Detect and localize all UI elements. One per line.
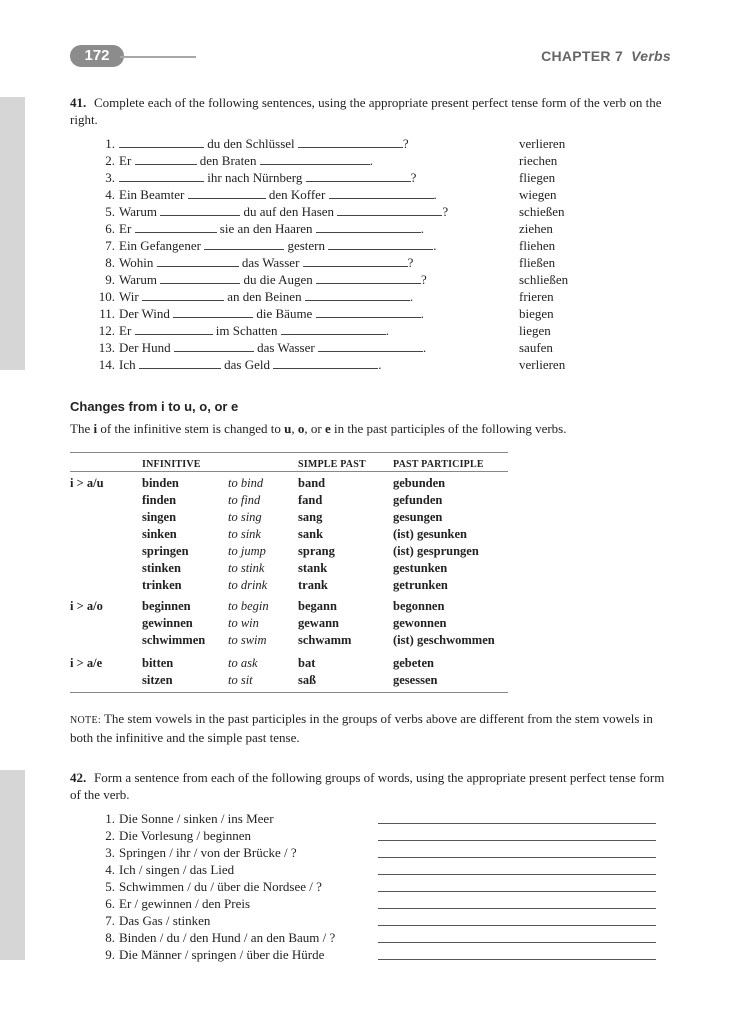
answer-blank[interactable] bbox=[273, 357, 378, 369]
page-number: 172 bbox=[70, 45, 124, 67]
sentence-end: . bbox=[420, 221, 425, 236]
word-group: Das Gas / stinken bbox=[119, 913, 211, 928]
sentence-start: Er bbox=[119, 323, 135, 338]
exercise-41-item bbox=[99, 305, 424, 322]
infinitive-cell: sinken bbox=[142, 527, 177, 541]
exercise-41-item bbox=[98, 322, 390, 339]
past-participle-cell: gefunden bbox=[393, 493, 443, 507]
intro-text: , or bbox=[304, 421, 325, 436]
sentence-end: . bbox=[433, 238, 437, 253]
item-number: 5. bbox=[105, 204, 115, 219]
answer-blank[interactable] bbox=[305, 289, 410, 301]
note-label: NOTE: bbox=[70, 715, 101, 726]
verb-hint: riechen bbox=[519, 153, 558, 168]
item-number: 11. bbox=[99, 306, 115, 321]
answer-blank[interactable] bbox=[303, 255, 408, 267]
sentence-end: . bbox=[369, 153, 373, 168]
exercise-41-item bbox=[105, 203, 449, 220]
answer-blank[interactable] bbox=[329, 187, 434, 199]
translation-cell: to drink bbox=[228, 578, 268, 592]
sentence-end: ? bbox=[402, 136, 409, 151]
word-group: Die Männer / springen / über die Hürde bbox=[119, 947, 325, 962]
exercise-41-number: 41. bbox=[70, 95, 87, 110]
intro-letter: o bbox=[297, 421, 305, 436]
left-margin-tab-upper bbox=[0, 97, 25, 370]
translation-cell: to sit bbox=[228, 673, 253, 687]
sentence-start: Er bbox=[119, 221, 135, 236]
translation-cell: to jump bbox=[228, 544, 266, 558]
left-margin-tab-lower bbox=[0, 770, 25, 960]
exercise-42-text: Form a sentence from each of the following groups of words, using the appropriate present perfect tense form of the verb. bbox=[70, 770, 665, 802]
sentence-middle: das Geld bbox=[220, 357, 274, 372]
exercise-42-item bbox=[105, 810, 274, 827]
exercise-42-item bbox=[105, 912, 211, 929]
intro-text: in the past participles of the following verbs. bbox=[330, 421, 567, 436]
answer-blank[interactable] bbox=[157, 255, 239, 267]
past-participle-cell: gestunken bbox=[393, 561, 448, 575]
answer-line[interactable] bbox=[378, 908, 656, 909]
item-number: 4. bbox=[105, 187, 115, 202]
answer-blank[interactable] bbox=[119, 170, 204, 182]
sentence-start: Warum bbox=[119, 272, 161, 287]
answer-blank[interactable] bbox=[316, 221, 421, 233]
intro-text: of the infinitive stem is changed to bbox=[97, 421, 285, 436]
chapter-label: CHAPTER 7 bbox=[541, 48, 624, 64]
sentence-start: Wohin bbox=[119, 255, 157, 270]
simple-past-cell: begann bbox=[298, 599, 337, 613]
infinitive-cell: singen bbox=[142, 510, 177, 524]
table-rule bbox=[70, 452, 508, 453]
answer-blank[interactable] bbox=[337, 204, 442, 216]
verb-hint: fliegen bbox=[519, 170, 556, 185]
simple-past-cell: saß bbox=[298, 673, 317, 687]
exercise-41-item bbox=[105, 271, 427, 288]
sentence-start: Warum bbox=[119, 204, 161, 219]
item-number: 8. bbox=[105, 255, 115, 270]
word-group: Binden / du / den Hund / an den Baum / ? bbox=[119, 930, 336, 945]
sentence-middle: im Schatten bbox=[212, 323, 281, 338]
past-participle-cell: gewonnen bbox=[393, 616, 447, 630]
sentence-start: Ich bbox=[119, 357, 139, 372]
item-number: 9. bbox=[105, 272, 115, 287]
infinitive-cell: beginnen bbox=[142, 599, 191, 613]
section-intro bbox=[70, 420, 672, 437]
answer-line[interactable] bbox=[378, 857, 656, 858]
infinitive-cell: trinken bbox=[142, 578, 182, 592]
item-number: 2. bbox=[105, 153, 115, 168]
exercise-41-item bbox=[105, 169, 417, 186]
sentence-middle: das Wasser bbox=[238, 255, 303, 270]
answer-blank[interactable] bbox=[119, 136, 204, 148]
sentence-start: Wir bbox=[119, 289, 142, 304]
sentence-start: Er bbox=[119, 153, 135, 168]
simple-past-cell: sprang bbox=[298, 544, 335, 558]
verb-hint: fliehen bbox=[519, 238, 556, 253]
item-number: 3. bbox=[105, 845, 115, 860]
answer-blank[interactable] bbox=[160, 272, 240, 284]
item-number: 5. bbox=[105, 879, 115, 894]
sentence-end: . bbox=[385, 323, 390, 338]
exercise-41-item bbox=[105, 135, 409, 152]
item-number: 1. bbox=[105, 136, 115, 151]
infinitive-cell: binden bbox=[142, 476, 179, 490]
exercise-42-item bbox=[105, 878, 322, 895]
sentence-end: ? bbox=[410, 170, 417, 185]
word-group: Die Vorlesung / beginnen bbox=[119, 828, 252, 843]
simple-past-cell: sang bbox=[298, 510, 323, 524]
sentence-middle: du die Augen bbox=[240, 272, 317, 287]
answer-line[interactable] bbox=[378, 959, 656, 960]
past-participle-cell: gebeten bbox=[393, 656, 434, 670]
answer-blank[interactable] bbox=[142, 289, 224, 301]
verb-hint: ziehen bbox=[519, 221, 553, 236]
past-participle-cell: (ist) geschwommen bbox=[393, 633, 495, 647]
item-number: 4. bbox=[105, 862, 115, 877]
answer-blank[interactable] bbox=[139, 357, 221, 369]
exercise-42-instruction bbox=[70, 769, 672, 803]
infinitive-cell: gewinnen bbox=[142, 616, 193, 630]
answer-blank[interactable] bbox=[135, 153, 197, 165]
simple-past-cell: sank bbox=[298, 527, 324, 541]
answer-blank[interactable] bbox=[188, 187, 266, 199]
translation-cell: to ask bbox=[228, 656, 258, 670]
answer-line[interactable] bbox=[378, 874, 656, 875]
intro-letter: u bbox=[284, 421, 292, 436]
sentence-start: Der Hund bbox=[119, 340, 174, 355]
sentence-end: . bbox=[378, 357, 382, 372]
word-group: Die Sonne / sinken / ins Meer bbox=[119, 811, 274, 826]
sentence-end: ? bbox=[407, 255, 414, 270]
answer-blank[interactable] bbox=[298, 136, 403, 148]
exercise-42-item bbox=[105, 929, 336, 946]
answer-blank[interactable] bbox=[160, 204, 240, 216]
answer-line[interactable] bbox=[378, 891, 656, 892]
infinitive-cell: schwimmen bbox=[142, 633, 206, 647]
note-text: The stem vowels in the past participles in the groups of verbs above are different from the stem vowels in both the infinitive and the simple past tense. bbox=[70, 711, 653, 745]
infinitive-cell: springen bbox=[142, 544, 189, 558]
simple-past-cell: trank bbox=[298, 578, 328, 592]
simple-past-cell: schwamm bbox=[298, 633, 352, 647]
answer-blank[interactable] bbox=[328, 238, 433, 250]
answer-blank[interactable] bbox=[306, 170, 411, 182]
exercise-41-item bbox=[98, 356, 382, 373]
exercise-42-item bbox=[105, 895, 251, 912]
sentence-middle: den Braten bbox=[196, 153, 260, 168]
exercise-41-item bbox=[98, 339, 427, 356]
answer-blank[interactable] bbox=[135, 323, 213, 335]
word-group: Schwimmen / du / über die Nordsee / ? bbox=[119, 879, 322, 894]
sentence-end: . bbox=[433, 187, 437, 202]
infinitive-cell: stinken bbox=[142, 561, 181, 575]
verb-hint: verlieren bbox=[519, 136, 566, 151]
infinitive-cell: sitzen bbox=[142, 673, 173, 687]
intro-letter: i bbox=[93, 421, 98, 436]
item-number: 12. bbox=[98, 323, 115, 338]
translation-cell: to sing bbox=[228, 510, 262, 524]
answer-line[interactable] bbox=[378, 942, 656, 943]
exercise-41-item bbox=[105, 186, 437, 203]
exercise-41-text: Complete each of the following sentences, using the appropriate present perfect tense form of the verb on the right. bbox=[70, 95, 662, 127]
column-header-simple-past: SIMPLE PAST bbox=[298, 459, 366, 470]
simple-past-cell: gewann bbox=[298, 616, 339, 630]
simple-past-cell: bat bbox=[298, 656, 316, 670]
exercise-42-item bbox=[105, 844, 297, 861]
item-number: 3. bbox=[105, 170, 115, 185]
item-number: 6. bbox=[105, 896, 115, 911]
item-number: 7. bbox=[105, 238, 115, 253]
answer-blank[interactable] bbox=[260, 153, 370, 165]
item-number: 6. bbox=[105, 221, 115, 236]
group-label: i > a/u bbox=[70, 476, 104, 490]
verb-hint: liegen bbox=[519, 323, 551, 338]
sentence-end: ? bbox=[442, 204, 449, 219]
answer-blank[interactable] bbox=[204, 238, 284, 250]
sentence-middle: das Wasser bbox=[253, 340, 318, 355]
verb-hint: schließen bbox=[519, 272, 569, 287]
answer-blank[interactable] bbox=[135, 221, 217, 233]
table-rule bbox=[70, 692, 508, 693]
item-number: 9. bbox=[105, 947, 115, 962]
translation-cell: to bind bbox=[228, 476, 264, 490]
intro-text: The bbox=[70, 421, 94, 436]
translation-cell: to swim bbox=[228, 633, 267, 647]
translation-cell: to win bbox=[228, 616, 259, 630]
sentence-end: . bbox=[409, 289, 414, 304]
exercise-42-item bbox=[105, 827, 252, 844]
sentence-middle: du auf den Hasen bbox=[240, 204, 338, 219]
intro-text: , bbox=[291, 421, 298, 436]
sentence-middle: die Bäume bbox=[253, 306, 316, 321]
answer-blank[interactable] bbox=[316, 272, 421, 284]
sentence-start: Ein Gefangener bbox=[119, 238, 205, 253]
verb-hint: schießen bbox=[519, 204, 565, 219]
infinitive-cell: finden bbox=[142, 493, 177, 507]
sentence-end: . bbox=[422, 340, 427, 355]
item-number: 1. bbox=[105, 811, 115, 826]
verb-hint: wiegen bbox=[519, 187, 557, 202]
past-participle-cell: gebunden bbox=[393, 476, 446, 490]
item-number: 8. bbox=[105, 930, 115, 945]
chapter-heading bbox=[541, 48, 671, 64]
sentence-middle: gestern bbox=[284, 238, 329, 253]
group-label: i > a/e bbox=[70, 656, 103, 670]
verb-hint: biegen bbox=[519, 306, 554, 321]
word-group: Er / gewinnen / den Preis bbox=[119, 896, 251, 911]
column-header-infinitive: INFINITIVE bbox=[142, 459, 201, 470]
answer-line[interactable] bbox=[378, 840, 656, 841]
translation-cell: to find bbox=[228, 493, 261, 507]
item-number: 14. bbox=[98, 357, 115, 372]
translation-cell: to begin bbox=[228, 599, 269, 613]
answer-blank[interactable] bbox=[174, 340, 254, 352]
exercise-41-instruction bbox=[70, 94, 672, 128]
answer-blank[interactable] bbox=[316, 306, 421, 318]
sentence-start: Der Wind bbox=[119, 306, 174, 321]
sentence-middle: an den Beinen bbox=[223, 289, 305, 304]
answer-line[interactable] bbox=[378, 925, 656, 926]
simple-past-cell: band bbox=[298, 476, 326, 490]
sentence-middle: sie an den Haaren bbox=[216, 221, 316, 236]
section-heading: Changes from i to u, o, or e bbox=[70, 399, 239, 414]
past-participle-cell: getrunken bbox=[393, 578, 448, 592]
translation-cell: to sink bbox=[228, 527, 261, 541]
past-participle-cell: begonnen bbox=[393, 599, 445, 613]
item-number: 2. bbox=[105, 828, 115, 843]
verb-hint: fließen bbox=[519, 255, 556, 270]
simple-past-cell: stank bbox=[298, 561, 328, 575]
group-label: i > a/o bbox=[70, 599, 103, 613]
infinitive-cell: bitten bbox=[142, 656, 174, 670]
intro-letter: e bbox=[324, 421, 331, 436]
exercise-41-item bbox=[105, 220, 425, 237]
exercise-41-item bbox=[105, 152, 373, 169]
exercise-42-item bbox=[105, 946, 325, 963]
answer-blank[interactable] bbox=[318, 340, 423, 352]
translation-cell: to stink bbox=[228, 561, 265, 575]
column-header-past-participle: PAST PARTICIPLE bbox=[393, 459, 484, 470]
sentence-start: Ein Beamter bbox=[119, 187, 188, 202]
past-participle-cell: gesungen bbox=[393, 510, 443, 524]
sentence-end: ? bbox=[421, 272, 427, 287]
answer-line[interactable] bbox=[378, 823, 656, 824]
word-group: Springen / ihr / von der Brücke / ? bbox=[119, 845, 297, 860]
sentence-middle: den Koffer bbox=[265, 187, 329, 202]
word-group: Ich / singen / das Lied bbox=[119, 862, 235, 877]
past-participle-cell: (ist) gesprungen bbox=[393, 544, 479, 558]
exercise-41-item bbox=[105, 254, 414, 271]
note bbox=[70, 710, 672, 746]
header-rule bbox=[120, 56, 196, 58]
exercise-41-item bbox=[105, 237, 437, 254]
past-participle-cell: (ist) gesunken bbox=[393, 527, 467, 541]
item-number: 10. bbox=[98, 289, 115, 304]
simple-past-cell: fand bbox=[298, 493, 323, 507]
verb-hint: frieren bbox=[519, 289, 554, 304]
chapter-title: Verbs bbox=[631, 48, 671, 64]
exercise-41-item bbox=[98, 288, 414, 305]
item-number: 7. bbox=[105, 913, 115, 928]
sentence-middle: du den Schlüssel bbox=[204, 136, 298, 151]
past-participle-cell: gesessen bbox=[393, 673, 438, 687]
exercise-42-number: 42. bbox=[70, 770, 87, 785]
verb-hint: verlieren bbox=[519, 357, 566, 372]
item-number: 13. bbox=[98, 340, 115, 355]
answer-blank[interactable] bbox=[173, 306, 253, 318]
verb-hint: saufen bbox=[519, 340, 553, 355]
sentence-middle: ihr nach Nürnberg bbox=[204, 170, 306, 185]
exercise-42-item bbox=[105, 861, 235, 878]
answer-blank[interactable] bbox=[281, 323, 386, 335]
sentence-end: . bbox=[420, 306, 424, 321]
